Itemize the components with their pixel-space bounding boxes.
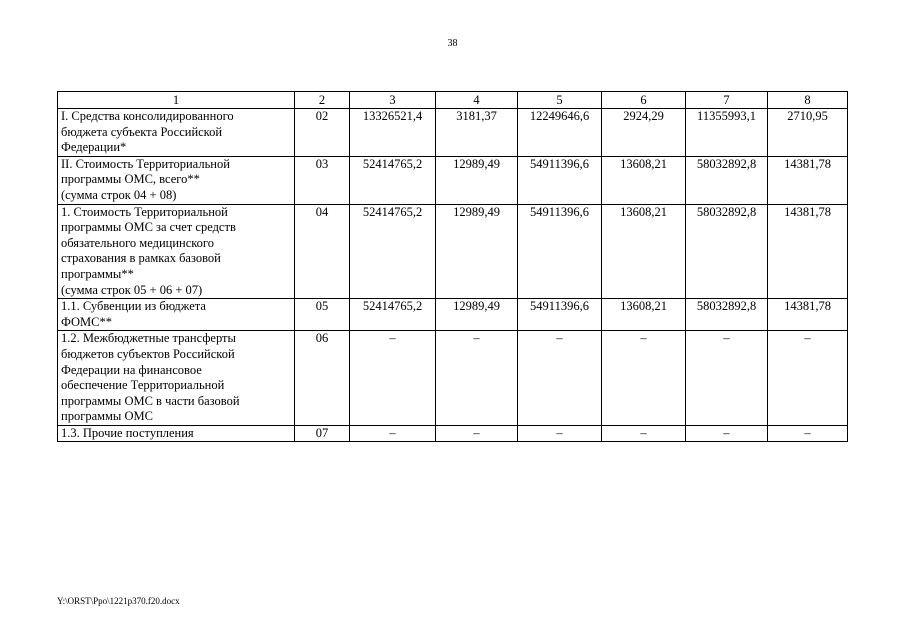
table-row	[58, 204, 848, 299]
row-label-line: ФОМС**	[61, 314, 113, 329]
row-code-cell: 07	[295, 425, 350, 442]
row-label-line: программы ОМС в части базовой	[61, 393, 240, 408]
value-cell: 3181,37	[436, 109, 518, 157]
column-header: 6	[602, 92, 686, 109]
value-cell: 58032892,8	[686, 156, 768, 204]
row-label-line: программы ОМС за счет средств	[61, 220, 236, 235]
value-cell: 14381,78	[768, 204, 848, 299]
value-cell: 11355993,1	[686, 109, 768, 157]
value-cell: –	[686, 331, 768, 426]
row-label-line: программы ОМС	[61, 409, 153, 424]
row-label-line: (сумма строк 04 + 08)	[61, 187, 177, 202]
value-cell: 54911396,6	[518, 156, 602, 204]
value-cell: 52414765,2	[350, 299, 436, 331]
row-label-line: бюджета субъекта Российской	[61, 124, 223, 139]
header-row	[58, 92, 848, 109]
footer-file-path: Y:\ORST\Ppo\1221p370.f20.docx	[57, 596, 180, 606]
value-cell: 58032892,8	[686, 204, 768, 299]
column-header: 8	[768, 92, 848, 109]
value-cell: 13326521,4	[350, 109, 436, 157]
value-cell: 52414765,2	[350, 156, 436, 204]
column-header: 4	[436, 92, 518, 109]
table-row	[58, 109, 848, 157]
value-cell: –	[602, 425, 686, 442]
row-label-line: обязательного медицинского	[61, 235, 215, 250]
row-label-line: обеспечение Территориальной	[61, 378, 225, 393]
value-cell: –	[350, 331, 436, 426]
column-header: 3	[350, 92, 436, 109]
value-cell: 2710,95	[768, 109, 848, 157]
row-label-line: 1.2. Межбюджетные трансферты	[61, 331, 236, 346]
value-cell: 54911396,6	[518, 299, 602, 331]
value-cell: –	[768, 425, 848, 442]
column-header: 1	[58, 92, 295, 109]
value-cell: 13608,21	[602, 156, 686, 204]
row-label-cell	[58, 156, 295, 204]
row-label-line: бюджетов субъектов Российской	[61, 346, 235, 361]
value-cell: –	[518, 331, 602, 426]
value-cell: 13608,21	[602, 204, 686, 299]
row-label-cell	[58, 299, 295, 331]
row-code-cell: 05	[295, 299, 350, 331]
row-code-cell: 06	[295, 331, 350, 426]
row-code-cell: 02	[295, 109, 350, 157]
page-number: 38	[447, 38, 458, 49]
row-label-cell	[58, 109, 295, 157]
value-cell: –	[350, 425, 436, 442]
row-label-line: Федерации*	[61, 140, 127, 155]
table-row	[58, 425, 848, 442]
row-label-line: I. Средства консолидированного	[61, 109, 234, 123]
row-label-line: программы ОМС, всего**	[61, 172, 200, 187]
value-cell: 2924,29	[602, 109, 686, 157]
value-cell: 14381,78	[768, 156, 848, 204]
value-cell: 12249646,6	[518, 109, 602, 157]
table-row	[58, 156, 848, 204]
value-cell: 12989,49	[436, 299, 518, 331]
value-cell: –	[436, 425, 518, 442]
row-label-line: (сумма строк 05 + 06 + 07)	[61, 282, 203, 297]
value-cell: –	[436, 331, 518, 426]
table-body	[58, 92, 848, 442]
value-cell: 12989,49	[436, 156, 518, 204]
value-cell: 52414765,2	[350, 204, 436, 299]
row-label-line: II. Стоимость Территориальной	[61, 156, 230, 171]
value-cell: 58032892,8	[686, 299, 768, 331]
value-cell: –	[518, 425, 602, 442]
row-label-line: страхования в рамках базовой	[61, 251, 221, 266]
column-header: 5	[518, 92, 602, 109]
column-header: 2	[295, 92, 350, 109]
row-code-cell: 04	[295, 204, 350, 299]
table-row	[58, 299, 848, 331]
row-label-line: 1.3. Прочие поступления	[61, 425, 194, 440]
row-label-line: программы**	[61, 266, 134, 281]
row-label-line: 1. Стоимость Территориальной	[61, 204, 228, 219]
row-label-cell	[58, 425, 295, 442]
column-header: 7	[686, 92, 768, 109]
value-cell: 14381,78	[768, 299, 848, 331]
row-code-cell: 03	[295, 156, 350, 204]
row-label-line: Федерации на финансовое	[61, 362, 202, 377]
value-cell: –	[768, 331, 848, 426]
budget-table	[57, 91, 848, 442]
row-label-cell	[58, 331, 295, 426]
table-row	[58, 331, 848, 426]
row-label-line: 1.1. Субвенции из бюджета	[61, 299, 206, 314]
value-cell: 12989,49	[436, 204, 518, 299]
value-cell: 54911396,6	[518, 204, 602, 299]
value-cell: –	[602, 331, 686, 426]
row-label-cell	[58, 204, 295, 299]
value-cell: 13608,21	[602, 299, 686, 331]
value-cell: –	[686, 425, 768, 442]
